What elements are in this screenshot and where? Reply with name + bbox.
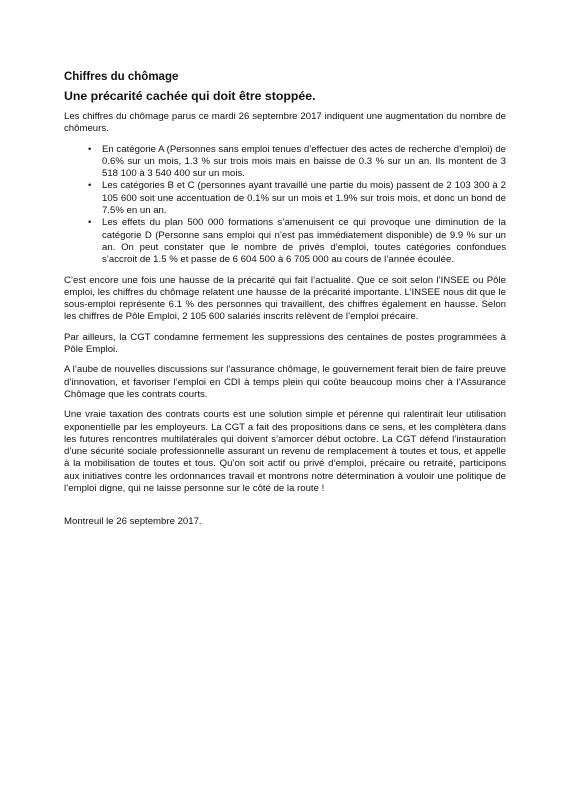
body-paragraph: A l’aube de nouvelles discussions sur l’assurance chômage, le gouvernement ferait bien de faire preuve d’innovation, et favoriser l’emploi en CDI à temps plein qui coûte beaucoup moins cher à l’Assurance Chômage que les contrats courts.: [64, 364, 506, 400]
document-page: [64, 70, 506, 537]
document-subtitle: Une précarité cachée qui doit être stoppée.: [64, 89, 316, 103]
list-item: [88, 143, 506, 181]
intro-paragraph: Les chiffres du chômage parus ce mardi 26 septembre 2017 indiquent une augmentation du nombre de chômeurs.: [64, 111, 506, 135]
bullet-icon: •: [88, 180, 92, 192]
list-item-text: Les catégories B et C (personnes ayant travaillé une partie du mois) passent de 2 103 300 à 2 105 600 soit une accentuation de 0.1% sur un mois et 1.9% sur trois mois, et donc un bond de 7.5% en un an.: [102, 180, 506, 217]
list-item-text: En catégorie A (Personnes sans emploi tenues d’effectuer des actes de recherche d’emploi) de 0.6% sur un mois, 1.3 % sur trois mois mais en baisse de 0.3 % sur un an. Ils montent de 3 518 100 à 3 540 400 sur un mois.: [102, 143, 506, 180]
document-title: Chiffres du chômage: [64, 71, 179, 83]
body-paragraph: Une vraie taxation des contrats courts est une solution simple et pérenne qui ralentirait leur utilisation exponentielle par les employeurs. La CGT a fait des propositions dans ce sens, et les complètera dans les futures rencontres multilatérales qui doivent s’amorcer début octobre. La CGT défend l’instauration d’une sécurité sociale professionnelle assurant un revenu de remplacement à toutes et tous, et appelle à la mobilisation de toutes et tous. Qu’on soit actif ou privé d’emploi, précaire ou retraité, participons aux initiatives contre les ordonnances travail et montrons notre détermination à vouloir une politique de l’emploi digne, qui ne laisse personne sur le côté de la route !: [64, 409, 506, 495]
list-item: [88, 180, 506, 217]
closing-line: Montreuil le 26 septembre 2017.: [64, 516, 202, 528]
body-paragraph: C’est encore une fois une hausse de la précarité qui fait l’actualité. Que ce soit selon l’INSEE ou Pôle emploi, les chiffres du chômage relatent une hausse de la précarité importante. L’INSEE nous dit que le sous-emploi représente 6.1 % des personnes qui travaillent, des chiffres également en hausse. Selon les chiffres de Pôle Emploi, 2 105 600 salariés inscrits relèvent de l’emploi précaire.: [64, 274, 506, 323]
bullet-icon: •: [88, 217, 92, 229]
list-item: [88, 217, 506, 266]
bullet-icon: •: [88, 143, 92, 155]
statistics-list: [64, 144, 506, 267]
body-paragraph: Par ailleurs, la CGT condamne fermement les suppressions des centaines de postes programmées à Pôle Emploi.: [64, 331, 506, 356]
list-item-text: Les effets du plan 500 000 formations s’amenuisent ce qui provoque une diminution de la catégorie D (Personne sans emploi qui n’est pas immédiatement disponible) de 9.9 % sur un an. On peut constater que le nombre de privés d’emploi, toutes catégories confondues s’accroit de 1.5 % et passe de 6 604 500 à 6 705 000 au cours de l’année écoulée.: [102, 217, 506, 266]
